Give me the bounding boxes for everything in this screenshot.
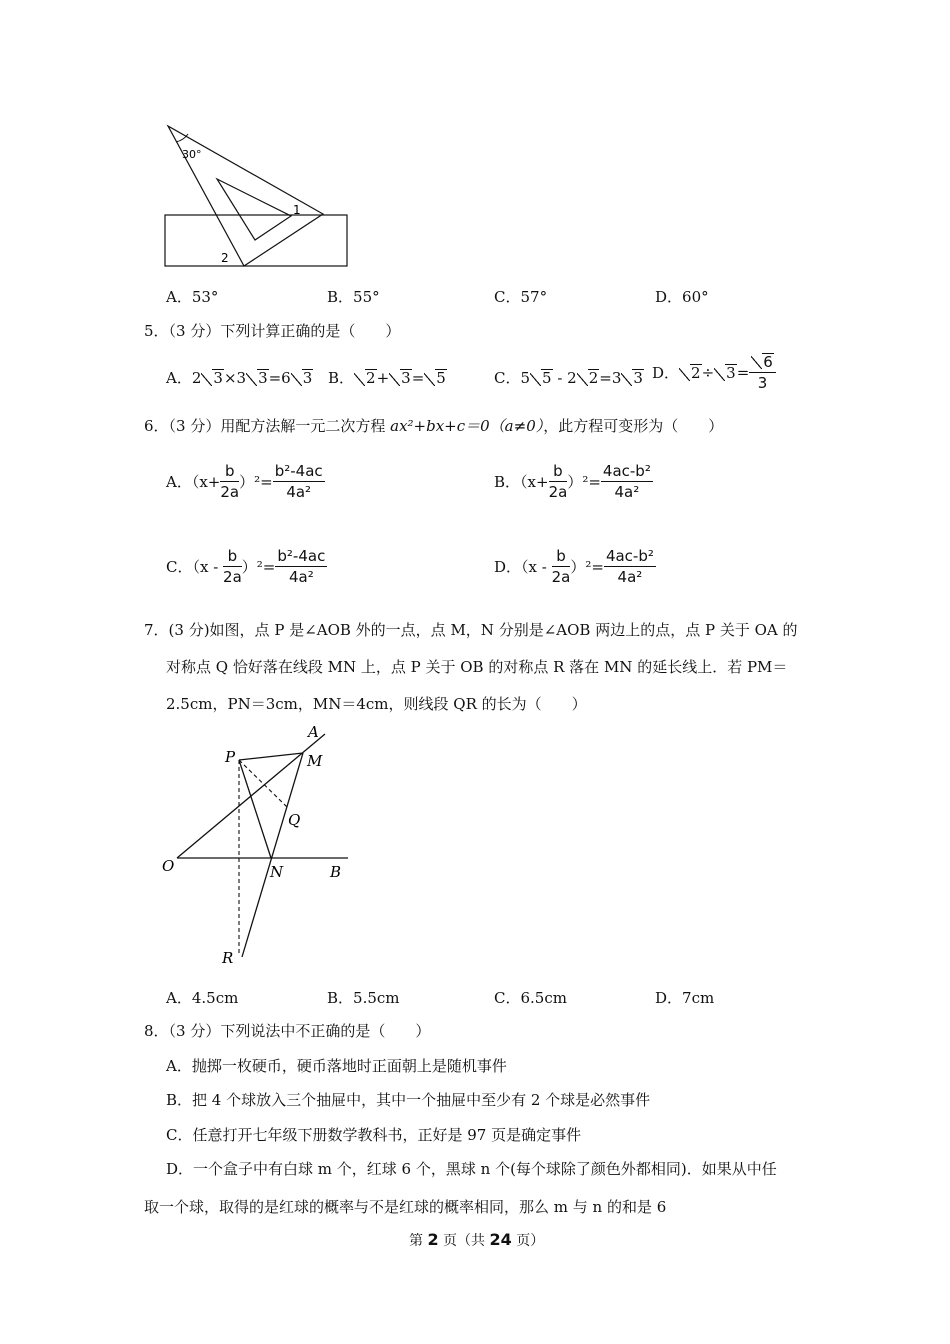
angle-reflection-figure xyxy=(155,720,355,970)
q8-option-a: A．抛掷一枚硬币，硬币落地时正面朝上是随机事件 xyxy=(166,1057,507,1075)
point-r-label: R xyxy=(222,949,234,967)
current-page-number: 2 xyxy=(427,1230,439,1249)
angle-30-label: 30° xyxy=(182,148,202,161)
q5-option-a: A．2 3×3 3=6 3 xyxy=(166,369,313,387)
q7-option-c: C．6.5cm xyxy=(494,989,567,1007)
q5-option-c: C．5 5 - 2 2=3 3 xyxy=(494,369,643,387)
q4-option-a: A．53° xyxy=(166,288,219,306)
q6-option-b: B．（x+ $\frac{b}{2a}$ ）²= $\frac{\text{4ac-b²}}{\text{4a²}}$ xyxy=(494,462,651,501)
q6-option-d: D．（x - $\frac{b}{2a}$ ）²= $\frac{\text{4ac-b²}}{\text{4a²}}$ xyxy=(494,547,654,586)
q7-option-b: B．5.5cm xyxy=(327,989,400,1007)
q5-option-b: B． 2+ 3= 5 xyxy=(328,369,446,387)
page-footer: 第 2 页（共 24 页） xyxy=(409,1230,545,1249)
triangle-ruler-figure xyxy=(160,120,360,272)
q4-option-d: D．60° xyxy=(655,288,709,306)
q7-stem-line1: 7．(3 分)如图，点 P 是∠AOB 外的一点，点 M，N 分别是∠AOB 两边上的点，点 P 关于 OA 的 xyxy=(144,621,798,639)
q4-option-b: B．55° xyxy=(327,288,380,306)
q8-option-d-line1: D．一个盒子中有白球 m 个，红球 6 个，黑球 n 个(每个球除了颜色外都相同)．如果从中任 xyxy=(166,1160,777,1178)
point-b-label: B xyxy=(330,863,342,881)
q5-option-d: D． 2÷ 3= $\frac{6}{3}$ xyxy=(652,352,776,393)
q8-option-b: B．把 4 个球放入三个抽屉中，其中一个抽屉中至少有 2 个球是必然事件 xyxy=(166,1091,651,1109)
q5-stem: 5．（3 分）下列计算正确的是（ ） xyxy=(144,322,401,340)
q7-option-d: D．7cm xyxy=(655,989,715,1007)
q8-option-c: C．任意打开七年级下册数学教科书，正好是 97 页是确定事件 xyxy=(166,1126,582,1144)
point-o-label: O xyxy=(162,857,175,875)
point-p-label: P xyxy=(225,748,236,766)
q8-stem: 8．（3 分）下列说法中不正确的是（ ） xyxy=(144,1022,431,1040)
q7-stem-line2: 对称点 Q 恰好落在线段 MN 上，点 P 关于 OB 的对称点 R 落在 MN 的延长线上．若 PM＝ xyxy=(166,658,788,676)
q7-stem-line3: 2.5cm，PN＝3cm，MN＝4cm，则线段 QR 的长为（ ） xyxy=(166,695,587,713)
point-a-label: A xyxy=(308,723,319,741)
angle-1-label: 1 xyxy=(293,203,301,217)
angle-2-label: 2 xyxy=(221,251,229,265)
total-page-number: 24 xyxy=(489,1230,512,1249)
q6-stem: 6．（3 分）用配方法解一元二次方程 ax²+bx+c＝0（a≠0），此方程可变形为（ ） xyxy=(144,417,724,435)
q6-option-a: A．（x+ $\frac{b}{2a}$ ）²= $\frac{\text{b²-4ac}}{\text{4a²}}$ xyxy=(166,462,323,501)
q4-option-c: C．57° xyxy=(494,288,548,306)
q7-option-a: A．4.5cm xyxy=(166,989,239,1007)
point-m-label: M xyxy=(307,752,323,770)
q8-option-d-line2: 取一个球，取得的是红球的概率与不是红球的概率相同，那么 m 与 n 的和是 6 xyxy=(144,1198,667,1216)
point-n-label: N xyxy=(270,863,284,881)
point-q-label: Q xyxy=(288,811,301,829)
q6-option-c: C．（x - $\frac{b}{2a}$ ）²= $\frac{\text{b²-4ac}}{\text{4a²}}$ xyxy=(166,547,326,586)
